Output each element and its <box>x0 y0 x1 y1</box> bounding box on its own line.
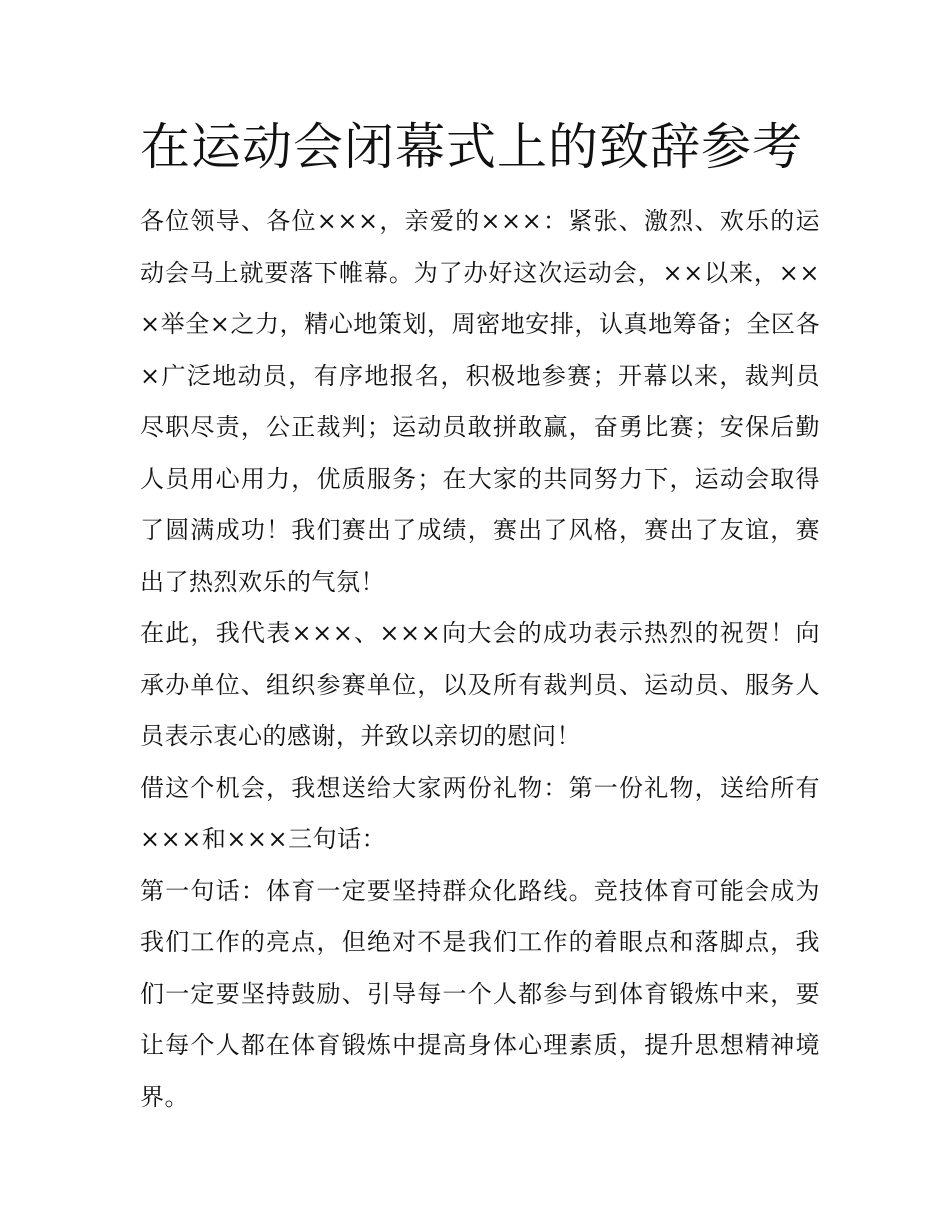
paragraph-first-saying: 第一句话：体育一定要坚持群众化路线。竞技体育可能会成为我们工作的亮点，但绝对不是我们工作的着眼点和落脚点，我们一定要坚持鼓励、引导每一个人都参与到体育锻炼中来，要让每个人都在体育锻炼中提高身体心理素质，提升思想精神境界。 <box>140 876 820 1111</box>
paragraph-congratulations: 在此，我代表×××、×××向大会的成功表示热烈的祝贺！向承办单位、组织参赛单位，以及所有裁判员、运动员、服务人员表示衷心的感谢，并致以亲切的慰问！ <box>140 619 820 750</box>
document-title: 在运动会闭幕式上的致辞参考 <box>140 118 803 176</box>
document-body <box>140 196 820 1123</box>
paragraph-gifts: 借这个机会，我想送给大家两份礼物：第一份礼物，送给所有×××和×××三句话： <box>140 773 820 853</box>
paragraph-opening: 各位领导、各位×××，亲爱的×××：紧张、激烈、欢乐的运动会马上就要落下帷幕。为了办好这次运动会，××以来，×××举全×之力，精心地策划，周密地安排，认真地筹备；全区各×广泛地动员，有序地报名，积极地参赛；开幕以来，裁判员尽职尽责，公正裁判；运动员敢拼敢赢，奋勇比赛；安保后勤人员用心用力，优质服务；在大家的共同努力下，运动会取得了圆满成功！我们赛出了成绩，赛出了风格，赛出了友谊，赛出了热烈欢乐的气氛！ <box>140 207 820 596</box>
